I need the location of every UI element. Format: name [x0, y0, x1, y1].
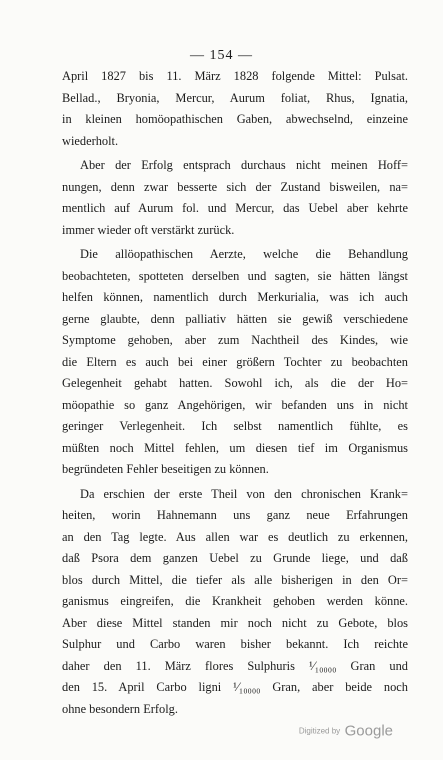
text-line: Sulphur und Carbo waren bisher bekannt. Ich reichte — [62, 637, 408, 651]
text-line: helfen können, namentlich durch Merkurialia, was ich auch — [62, 290, 408, 304]
digitized-watermark — [299, 722, 393, 740]
text-line: die Eltern es auch bei einer größern Tochter zu beobachten — [62, 354, 408, 369]
text-line: ganismus eingreifen, die Krankheit gehoben werden könne. — [62, 594, 408, 608]
text-line: möopathie so ganz Angehörigen, wir befanden uns in nicht — [62, 397, 408, 412]
text-line: Gelegenheit gehabt hatten. Sowohl ich, als die der Ho= — [62, 376, 408, 390]
text-line: nungen, denn zwar besserte sich der Zustand bisweilen, na= — [62, 179, 408, 194]
text-line: April 1827 bis 11. März 1828 folgende Mittel: Pulsat. — [62, 69, 408, 83]
text-line: immer wieder oft verstärkt zurück. — [62, 222, 235, 237]
text-line: beobachteten, spotteten derselben und sagten, sie hätten längst — [62, 268, 408, 283]
text-line: mentlich auf Aurum fol. und Mercur, das Uebel aber kehrte — [62, 201, 408, 215]
text-line: ohne besondern Erfolg. — [62, 701, 178, 716]
text-line: geringer Verlegenheit. Ich selbst namentlich fühlte, es — [62, 419, 408, 433]
text-line: Die allöopathischen Aerzte, welche die Behandlung — [80, 247, 408, 261]
text-line: in kleinen homöopathischen Gaben, abwechselnd, einzeine — [62, 112, 408, 126]
text-line: Symptome gehoben, aber zum Nachtheil des Kindes, wie — [62, 333, 408, 347]
text-line: an den Tag legte. Aus allen war es deutlich zu erkennen, — [62, 529, 408, 544]
text-line: heiten, worin Hahnemann uns ganz neue Erfahrungen — [62, 508, 408, 522]
text-line: daher den 11. März flores Sulphuris ¹⁄₁₀₀₀₀ Gran und — [62, 658, 408, 673]
text-line: Bellad., Bryonia, Mercur, Aurum foliat, Rhus, Ignatia, — [62, 90, 408, 105]
text-line: den 15. April Carbo ligni ¹⁄₁₀₀₀₀ Gran, aber beide noch — [62, 680, 408, 694]
text-line: gerne glaubte, denn palliativ hätten sie gewiß verschiedene — [62, 311, 408, 326]
text-line: Da erschien der erste Theil von den chronischen Krank= — [80, 486, 408, 501]
digitized-by-label: Digitized by — [298, 726, 341, 736]
paragraph — [62, 484, 408, 721]
text-line: wiederholt. — [62, 133, 119, 148]
page-number: — 154 — — [190, 48, 253, 63]
google-logo: Google — [344, 722, 393, 740]
paragraph — [62, 244, 408, 481]
text-line: begründeten Fehler beseitigen zu können. — [62, 462, 269, 476]
text-line: Aber der Erfolg entsprach durchaus nicht meinen Hoff= — [80, 158, 408, 172]
paragraph — [62, 155, 408, 241]
text-line: blos durch Mittel, die tiefer als alle bisherigen in den Or= — [62, 572, 408, 587]
text-line: daß Psora dem ganzen Uebel zu Grunde liege, und daß — [62, 551, 408, 565]
paragraph — [62, 66, 408, 152]
text-line: müßten noch Mittel fehlen, um diesen tief im Organismus — [62, 440, 408, 455]
body-text — [62, 66, 408, 720]
text-line: Aber diese Mittel standen mir noch nicht zu Gebote, blos — [62, 615, 408, 630]
